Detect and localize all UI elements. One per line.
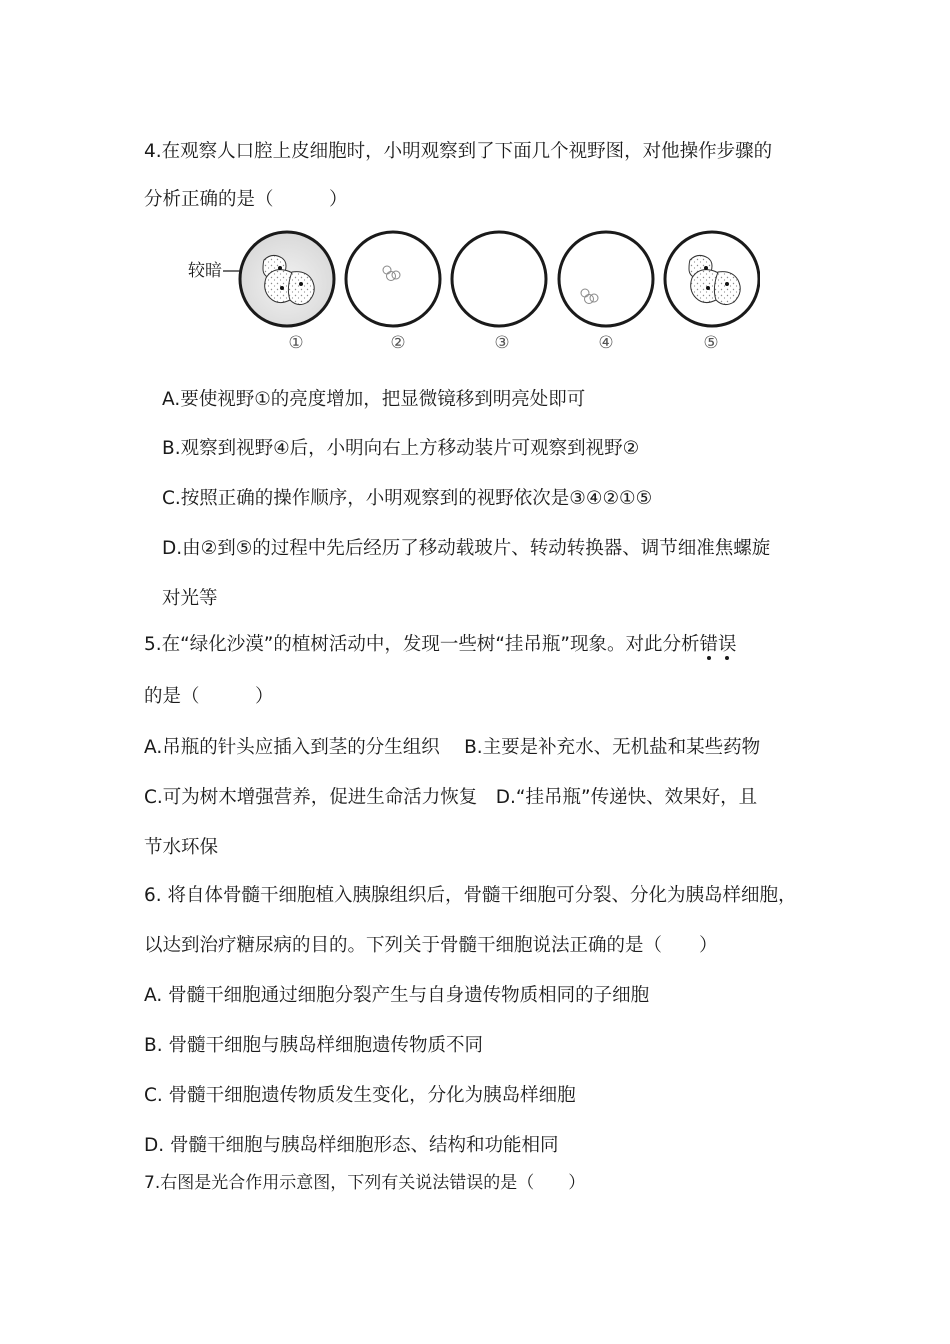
q5-stem-line2: 的是（ ） — [144, 686, 274, 707]
field-number-4: ④ — [598, 333, 614, 353]
q4-option-d-line1: D.由②到⑤的过程中先后经历了移动载玻片、转动转换器、调节细准焦螺旋 — [162, 538, 771, 559]
field-number-3: ③ — [494, 333, 510, 353]
field-2 — [346, 232, 440, 326]
q4-option-b: B.观察到视野④后，小明向右上方移动装片可观察到视野② — [162, 438, 640, 459]
field-number-5: ⑤ — [703, 333, 719, 353]
emphasis-dots — [700, 656, 737, 664]
q5-options-line3: 节水环保 — [144, 837, 219, 858]
svg-text:较暗: 较暗 — [188, 261, 222, 281]
field-4 — [559, 232, 653, 326]
q6-option-d: D. 骨髓干细胞与胰岛样细胞形态、结构和功能相同 — [144, 1135, 559, 1156]
q6-stem-line2: 以达到治疗糖尿病的目的。下列关于骨髓干细胞说法正确的是（ ） — [144, 935, 718, 956]
field-number-2: ② — [390, 333, 406, 353]
microscope-fields-figure — [180, 222, 760, 354]
field-1 — [240, 232, 334, 326]
q6-option-c: C. 骨髓干细胞遗传物质发生变化，分化为胰岛样细胞 — [144, 1085, 576, 1106]
q4-stem-line1: 4.在观察人口腔上皮细胞时，小明观察到了下面几个视野图，对他操作步骤的 — [144, 141, 773, 162]
field-number-1: ① — [288, 333, 304, 353]
field-3 — [452, 232, 546, 326]
q7-stem — [144, 1170, 585, 1196]
q7-stem-text: 右图是光合作用示意图，下列有关说法错误的是（ ） — [160, 1173, 586, 1193]
q6-option-b: B. 骨髓干细胞与胰岛样细胞遗传物质不同 — [144, 1035, 483, 1056]
q4-option-a: A.要使视野①的亮度增加，把显微镜移到明亮处即可 — [162, 389, 586, 410]
q5-options-line2: C.可为树木增强营养，促进生命活力恢复 D.“挂吊瓶”传递快、效果好，且 — [144, 787, 758, 808]
q4-option-c: C.按照正确的操作顺序，小明观察到的视野依次是③④②①⑤ — [162, 488, 653, 509]
darker-label — [188, 261, 241, 281]
q6-option-a: A. 骨髓干细胞通过细胞分裂产生与自身遗传物质相同的子细胞 — [144, 985, 650, 1006]
q5-emphasis-word: 错误 — [700, 634, 737, 655]
q5-stem-text: 5.在“绿化沙漠”的植树活动中，发现一些树“挂吊瓶”现象。对此分析 — [144, 634, 700, 655]
q7-number: 7. — [144, 1173, 161, 1193]
q5-options-line1: A.吊瓶的针头应插入到茎的分生组织 B.主要是补充水、无机盐和某些药物 — [144, 737, 761, 758]
field-5 — [665, 232, 759, 326]
q6-stem-line1: 6. 将自体骨髓干细胞植入胰腺组织后，骨髓干细胞可分裂、分化为胰岛样细胞， — [144, 885, 797, 906]
q4-option-d-line2: 对光等 — [162, 588, 218, 609]
q5-stem-line1 — [144, 632, 737, 658]
q4-stem-line2: 分析正确的是（ ） — [144, 189, 348, 210]
